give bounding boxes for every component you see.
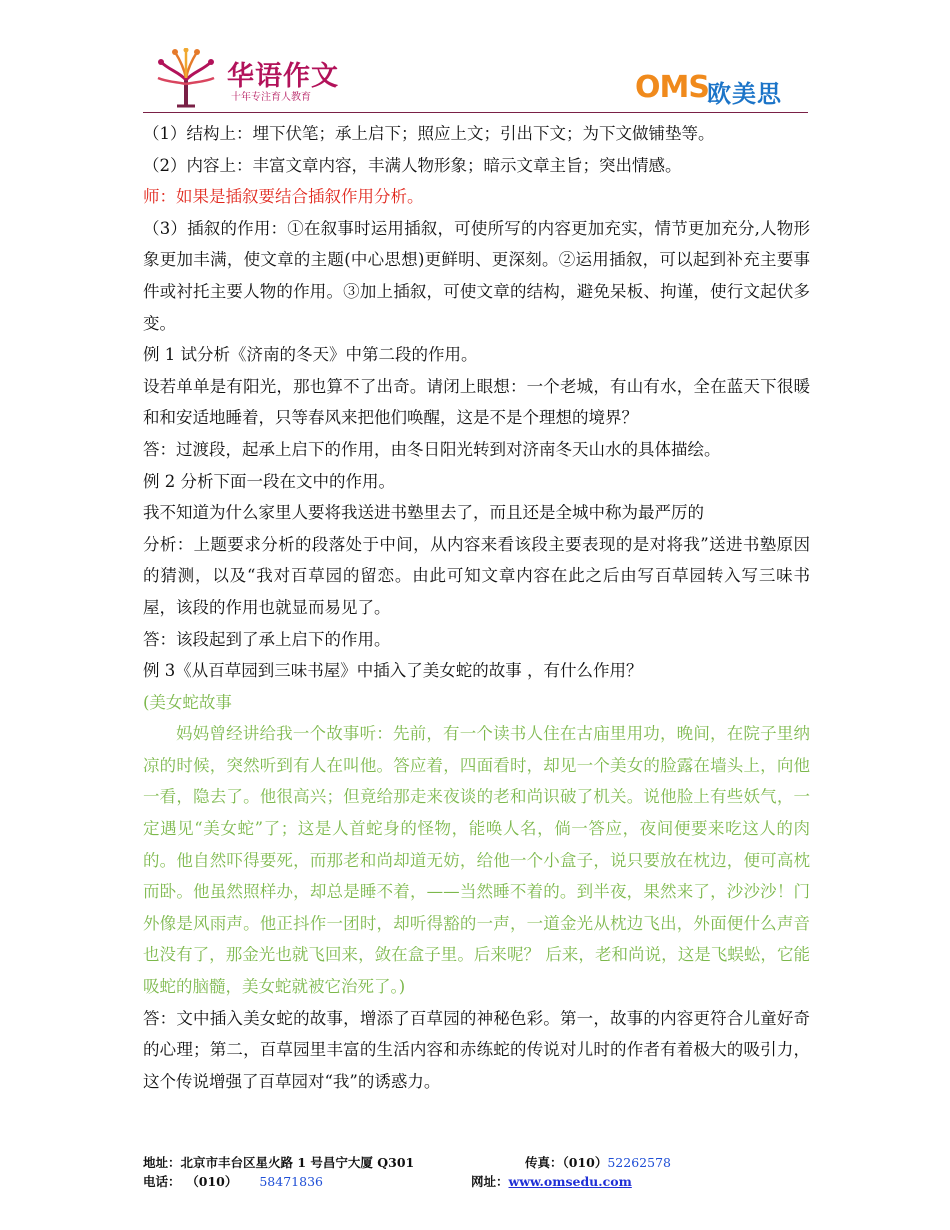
example-2-question: 例 2 分析下面一段在文中的作用。	[143, 471, 395, 491]
paragraph-flashback: （3）插叙的作用：①在叙事时运用插叙，可使所写的内容更加充实，情节更加充分,人物形象更加丰满，使文章的主题(中心思想)更鲜明、更深刻。②运用插叙，可以起到补充主要事件或衬托主要人物的作用。③加上插叙，可使文章的结构，避免呆板、拘谨，使行文起伏多变。	[143, 218, 810, 333]
address-label: 地址：	[143, 1155, 181, 1170]
example-2-analysis: 分析：上题要求分析的段落处于中间，从内容来看该段主要表现的是对将我”送进书塾原因的猜测，以及“我对百草园的留恋。由此可知文章内容在此之后由写百草园转入写三味书屋，该段的作用也就显而易见了。	[143, 534, 810, 617]
example-3-answer: 答：文中插入美女蛇的故事，增添了百草园的神秘色彩。第一，故事的内容更符合儿童好奇的心理；第二，百草园里丰富的生活内容和赤练蛇的传说对儿时的作者有着极大的吸引力，这个传说增强了百草园对“我”的诱惑力。	[143, 1008, 810, 1091]
paragraph-content: （2）内容上：丰富文章内容，丰满人物形象；暗示文章主旨；突出情感。	[143, 155, 682, 175]
phone-area: （010）	[192, 1174, 238, 1189]
phone-number: 58471836	[259, 1174, 323, 1189]
example-1-passage: 设若单单是有阳光，那也算不了出奇。请闭上眼想：一个老城，有山有水，全在蓝天下很暖和和安适地睡着，只等春风来把他们唤醒，这是不是个理想的境界？	[143, 376, 810, 428]
example-2-passage: 我不知道为什么家里人要将我送进书塾里去了，而且还是全城中称为最严厉的	[143, 503, 704, 523]
phone-label: 电话：	[143, 1174, 181, 1189]
story-heading: (美女蛇故事	[143, 692, 232, 712]
document-body	[143, 118, 810, 1097]
footer-address	[143, 1153, 414, 1171]
tree-logo-icon	[155, 48, 217, 108]
footer-phone	[143, 1172, 323, 1190]
brand-tagline: 十年专注育人教育	[231, 92, 311, 103]
footer-fax	[525, 1153, 671, 1171]
address-value: 北京市丰台区星火路 1 号昌宁大厦 Q301	[180, 1155, 415, 1170]
fax-label: 传真：	[525, 1155, 563, 1170]
teacher-note: 师：如果是插叙要结合插叙作用分析。	[143, 187, 424, 207]
oms-logo-text: OMS	[635, 70, 709, 105]
example-3-question: 例 3《从百草园到三味书屋》中插入了美女蛇的故事 ，有什么作用？	[143, 661, 643, 681]
story-text: 妈妈曾经讲给我一个故事听：先前，有一个读书人住在古庙里用功，晚间，在院子里纳凉的时候，突然听到有人在叫他。答应着，四面看时，却见一个美女的脸露在墙头上，向他一看，隐去了。他很高兴；但竟给那走来夜谈的老和尚识破了机关。说他脸上有些妖气，一定遇见“美女蛇”了；这是人首蛇身的怪物，能唤人名，倘一答应，夜间便要来吃这人的肉的。他自然吓得要死，而那老和尚却道无妨，给他一个小盒子，说只要放在枕边，便可高枕而卧。他虽然照样办，却总是睡不着，——当然睡不着的。到半夜，果然来了，沙沙沙！门外像是风雨声。他正抖作一团时，却听得豁的一声，一道金光从枕边飞出，外面便什么声音也没有了，那金光也就飞回来，敛在盒子里。后来呢？ 后来，老和尚说，这是飞蜈蚣，它能吸蛇的脑髓，美女蛇就被它治死了。)	[143, 724, 810, 997]
page-header	[0, 0, 950, 115]
website-link[interactable]: www.omsedu.com	[508, 1174, 632, 1189]
fax-number: 52262578	[607, 1155, 671, 1170]
brand-name: 华语作文	[227, 61, 339, 92]
oms-logo	[635, 70, 805, 106]
footer-web	[471, 1172, 632, 1190]
example-1-question: 例 1 试分析《济南的冬天》中第二段的作用。	[143, 345, 478, 365]
fax-area: （010）	[562, 1155, 608, 1170]
web-label: 网址：	[471, 1174, 509, 1189]
page-footer	[143, 1153, 810, 1193]
oms-logo-cn: 欧美思	[707, 80, 782, 108]
header-divider	[143, 112, 808, 113]
huayu-logo	[155, 48, 355, 108]
paragraph-structure: （1）结构上：埋下伏笔；承上启下；照应上文；引出下文；为下文做铺垫等。	[143, 124, 715, 143]
example-1-answer: 答：过渡段，起承上启下的作用，由冬日阳光转到对济南冬天山水的具体描绘。	[143, 439, 721, 459]
example-2-answer: 答：该段起到了承上启下的作用。	[143, 629, 391, 649]
